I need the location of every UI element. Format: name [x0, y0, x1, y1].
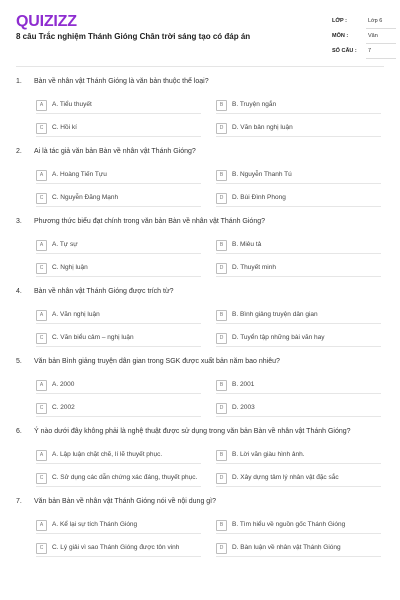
- option-letter-box: C: [36, 333, 47, 344]
- option-rule: [216, 323, 381, 324]
- option-rule: [36, 183, 201, 184]
- question-prompt: Bàn về nhân vật Thánh Gióng là văn bản thuộc thể loại?: [34, 78, 209, 85]
- option-letter-box: D: [216, 123, 227, 134]
- meta-row-subject: [332, 29, 388, 44]
- option-rule: [36, 253, 201, 254]
- option-rule: [36, 136, 201, 137]
- option-rule: [36, 533, 201, 534]
- option-label: C. Nghị luận: [52, 264, 88, 271]
- question-2: [0, 148, 400, 218]
- option-rule: [36, 113, 201, 114]
- question-number: 2.: [16, 148, 22, 155]
- question-5: [0, 358, 400, 428]
- question-prompt: Văn bản Bình giảng truyện dân gian trong SGK được xuất bản năm bao nhiêu?: [34, 358, 280, 365]
- question-number: 7.: [16, 498, 22, 505]
- option-rule: [216, 533, 381, 534]
- option-rule: [216, 276, 381, 277]
- question-text: [16, 428, 386, 435]
- question-1: [0, 78, 400, 148]
- question-text: [16, 358, 386, 365]
- meta-value: Văn: [368, 33, 378, 39]
- question-4: [0, 288, 400, 358]
- option-letter-box: D: [216, 263, 227, 274]
- worksheet-header: [0, 0, 400, 70]
- option-rule: [36, 276, 201, 277]
- option-letter-box: B: [216, 170, 227, 181]
- header-divider: [16, 66, 384, 67]
- question-prompt: Văn bản Bàn về nhân vật Thánh Gióng nói về nội dung gì?: [34, 498, 217, 505]
- option-letter-box: C: [36, 473, 47, 484]
- meta-value: Lớp 6: [368, 18, 383, 24]
- option-letter-box: D: [216, 193, 227, 204]
- meta-row-count: [332, 44, 388, 59]
- option-letter-box: B: [216, 240, 227, 251]
- question-text: [16, 498, 386, 505]
- option-letter-box: C: [36, 403, 47, 414]
- option-rule: [216, 113, 381, 114]
- question-text: [16, 78, 386, 85]
- option-label: D. Tuyển tập những bài văn hay: [232, 334, 325, 341]
- option-label: D. Xây dựng tâm lý nhân vật đặc sắc: [232, 474, 339, 481]
- option-letter-box: A: [36, 100, 47, 111]
- question-prompt: Ý nào dưới đây không phải là nghệ thuật được sử dụng trong văn bản Bàn về nhân vật Thánh Gióng?: [34, 428, 351, 435]
- option-rule: [216, 136, 381, 137]
- option-rule: [36, 206, 201, 207]
- option-letter-box: C: [36, 123, 47, 134]
- option-label: C. Lý giải vì sao Thánh Gióng được tôn vinh: [52, 544, 180, 551]
- option-label: B. Miêu tả: [232, 241, 262, 248]
- option-label: B. Lời văn giàu hình ảnh.: [232, 451, 305, 458]
- meta-key: MÔN :: [332, 33, 349, 39]
- option-letter-box: D: [216, 403, 227, 414]
- option-rule: [36, 463, 201, 464]
- option-rule: [216, 416, 381, 417]
- meta-underline: [366, 58, 396, 59]
- question-text: [16, 218, 386, 225]
- question-number: 5.: [16, 358, 22, 365]
- question-prompt: Phương thức biểu đạt chính trong văn bản Bàn về nhân vật Thánh Gióng?: [34, 218, 265, 225]
- option-rule: [36, 486, 201, 487]
- question-3: [0, 218, 400, 288]
- option-letter-box: A: [36, 170, 47, 181]
- option-label: D. 2003: [232, 404, 255, 411]
- option-label: D. Bùi Đình Phong: [232, 194, 286, 201]
- option-label: C. 2002: [52, 404, 75, 411]
- worksheet-title: 8 câu Trắc nghiệm Thánh Gióng Chân trời sáng tạo có đáp án: [16, 32, 251, 41]
- option-letter-box: C: [36, 263, 47, 274]
- option-letter-box: B: [216, 310, 227, 321]
- option-rule: [36, 346, 201, 347]
- option-label: B. Tìm hiểu về nguồn gốc Thánh Gióng: [232, 521, 346, 528]
- option-label: C. Nguyễn Đăng Mạnh: [52, 194, 119, 201]
- option-letter-box: D: [216, 473, 227, 484]
- question-number: 4.: [16, 288, 22, 295]
- quizizz-logo: QUIZIZZ: [16, 13, 77, 30]
- option-letter-box: B: [216, 380, 227, 391]
- question-number: 1.: [16, 78, 22, 85]
- option-letter-box: A: [36, 520, 47, 531]
- option-letter-box: A: [36, 240, 47, 251]
- option-letter-box: D: [216, 333, 227, 344]
- meta-key: LỚP :: [332, 18, 347, 24]
- option-rule: [216, 556, 381, 557]
- option-rule: [216, 393, 381, 394]
- option-label: A. Tiểu thuyết: [52, 101, 92, 108]
- option-rule: [216, 486, 381, 487]
- option-label: B. Bình giảng truyện dân gian: [232, 311, 318, 318]
- meta-key: SỐ CÂU :: [332, 48, 357, 54]
- option-label: A. Kể lại sự tích Thánh Gióng: [52, 521, 138, 528]
- question-number: 6.: [16, 428, 22, 435]
- option-letter-box: A: [36, 310, 47, 321]
- option-rule: [36, 416, 201, 417]
- option-label: A. Hoàng Tiến Tựu: [52, 171, 107, 178]
- option-rule: [36, 323, 201, 324]
- option-label: A. Lập luận chặt chẽ, lí lẽ thuyết phục.: [52, 451, 163, 458]
- option-letter-box: D: [216, 543, 227, 554]
- option-rule: [216, 346, 381, 347]
- question-text: [16, 148, 386, 155]
- option-label: D. Thuyết minh: [232, 264, 276, 271]
- question-text: [16, 288, 386, 295]
- option-label: B. Nguyễn Thanh Tú: [232, 171, 292, 178]
- meta-value: 7: [368, 48, 372, 54]
- option-label: A. Văn nghị luận: [52, 311, 100, 318]
- question-prompt: Ai là tác giả văn bản Bàn về nhân vật Thánh Gióng?: [34, 148, 196, 155]
- option-letter-box: C: [36, 193, 47, 204]
- worksheet-meta: [332, 14, 388, 59]
- option-rule: [36, 393, 201, 394]
- option-label: C. Văn biểu cảm – nghị luận: [52, 334, 134, 341]
- option-label: D. Văn bản nghị luận: [232, 124, 293, 131]
- question-list: [0, 78, 400, 568]
- option-rule: [216, 463, 381, 464]
- option-label: B. 2001: [232, 381, 255, 388]
- option-rule: [216, 253, 381, 254]
- option-rule: [216, 206, 381, 207]
- question-7: [0, 498, 400, 568]
- question-6: [0, 428, 400, 498]
- question-number: 3.: [16, 218, 22, 225]
- option-label: B. Truyện ngắn: [232, 101, 277, 108]
- option-label: D. Bàn luận về nhân vật Thánh Gióng: [232, 544, 341, 551]
- option-rule: [216, 183, 381, 184]
- option-label: C. Hồi kí: [52, 124, 77, 131]
- meta-row-grade: [332, 14, 388, 29]
- option-label: A. 2000: [52, 381, 75, 388]
- option-letter-box: B: [216, 450, 227, 461]
- question-prompt: Bàn về nhân vật Thánh Gióng được trích từ?: [34, 288, 174, 295]
- option-rule: [36, 556, 201, 557]
- option-letter-box: C: [36, 543, 47, 554]
- option-label: A. Tự sự: [52, 241, 78, 248]
- option-letter-box: B: [216, 520, 227, 531]
- option-label: C. Sử dụng các dẫn chứng xác đáng, thuyết phục.: [52, 474, 198, 481]
- option-letter-box: A: [36, 380, 47, 391]
- option-letter-box: A: [36, 450, 47, 461]
- option-letter-box: B: [216, 100, 227, 111]
